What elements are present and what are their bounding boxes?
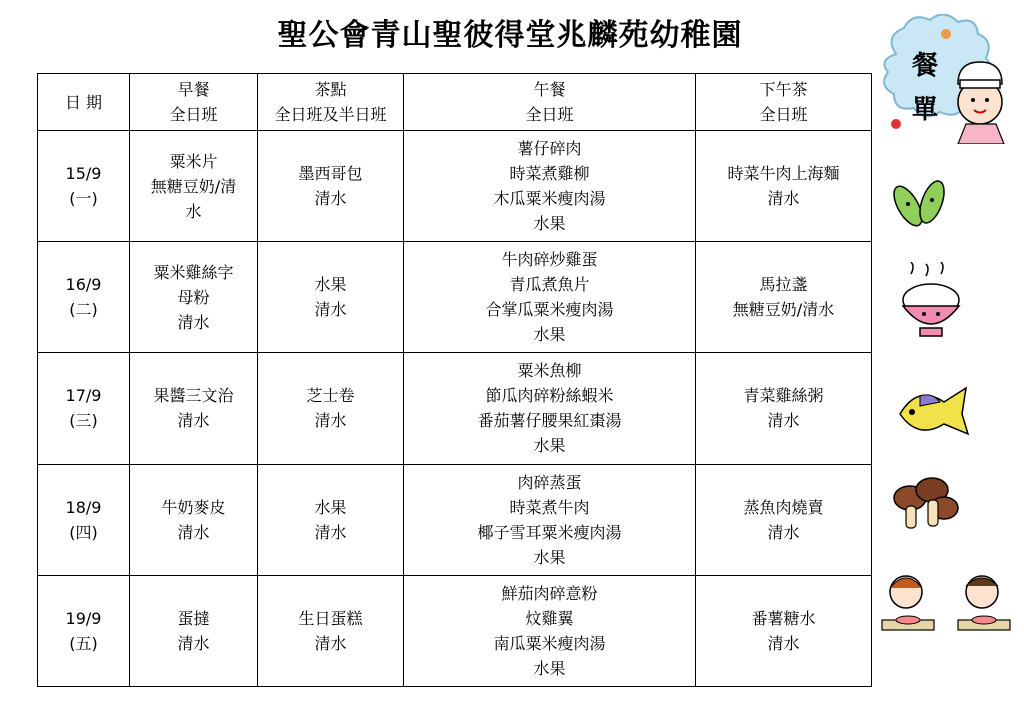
menu-item: 木瓜粟米瘦肉湯: [493, 189, 606, 209]
header-sub: 全日班: [759, 105, 808, 124]
menu-item: 水: [185, 201, 202, 221]
menu-item: 清水: [314, 411, 347, 431]
menu-item: 清水: [177, 411, 210, 431]
lunch-cell: [404, 131, 696, 242]
mushroom-icon: [886, 474, 966, 538]
header-row: [38, 74, 872, 131]
date-cell: [38, 575, 130, 686]
date-text: 16/9: [65, 275, 102, 295]
menu-item: 牛奶麥皮: [161, 497, 226, 517]
table-row: [38, 464, 872, 575]
menu-item: 生日蛋糕: [298, 608, 363, 628]
menu-item: 水果: [314, 497, 347, 517]
menu-item: 時菜牛肉上海麵: [727, 164, 840, 184]
menu-item: 清水: [767, 522, 800, 542]
menu-item: 清水: [177, 522, 210, 542]
table-row: [38, 131, 872, 242]
menu-item: 薯仔碎肉: [517, 139, 582, 159]
menu-item: 清水: [314, 189, 347, 209]
menu-item: 鮮茄肉碎意粉: [501, 583, 598, 603]
date-text: 17/9: [65, 386, 102, 406]
header-name: 茶點: [314, 80, 347, 99]
weekday-text: (二): [69, 300, 98, 320]
menu-item: 果醬三文治: [153, 386, 234, 406]
date-cell: [38, 131, 130, 242]
menu-item: 水果: [533, 325, 566, 345]
weekday-text: (三): [69, 411, 98, 431]
header-name: 午餐: [533, 80, 566, 99]
date-text: 19/9: [65, 608, 102, 628]
menu-item: 粟米片: [169, 151, 218, 171]
menu-item: 水果: [533, 658, 566, 678]
menu-item: 墨西哥包: [298, 164, 363, 184]
menu-item: 無糖豆奶/清: [150, 176, 237, 196]
menu-item: 清水: [767, 411, 800, 431]
menu-item: 水果: [533, 547, 566, 567]
weekday-text: (一): [69, 189, 98, 209]
snack-cell: [258, 242, 404, 353]
menu-item: 青瓜煮魚片: [509, 275, 590, 295]
menu-item: 母粉: [177, 287, 210, 307]
badge-char-1: 餐: [912, 51, 939, 81]
peas-icon: [886, 176, 952, 230]
menu-item: 椰子雪耳粟米瘦肉湯: [477, 522, 622, 542]
menu-item: 時菜煮雞柳: [509, 164, 590, 184]
table-row: [38, 242, 872, 353]
menu-table: [37, 73, 872, 687]
tea-cell: [696, 575, 872, 686]
breakfast-cell: [130, 575, 258, 686]
header-date: 日 期: [38, 74, 130, 131]
menu-item: 節瓜肉碎粉絲蝦米: [485, 386, 614, 406]
header-sub: 全日班: [169, 105, 218, 124]
menu-item: 牛肉碎炒雞蛋: [501, 250, 598, 270]
fish-icon: [896, 382, 970, 442]
lunch-cell: [404, 575, 696, 686]
header-name: 早餐: [177, 80, 210, 99]
table-row: [38, 353, 872, 464]
chef-cloud-icon: [876, 14, 1022, 144]
header-tea: [696, 74, 872, 131]
weekday-text: (四): [69, 522, 98, 542]
header-breakfast: [130, 74, 258, 131]
weekday-text: (五): [69, 633, 98, 653]
menu-item: 無糖豆奶/清水: [732, 300, 835, 320]
snack-cell: [258, 464, 404, 575]
snack-cell: [258, 353, 404, 464]
menu-item: 水果: [533, 214, 566, 234]
date-text: 18/9: [65, 497, 102, 517]
header-name: 下午茶: [759, 80, 808, 99]
lunch-cell: [404, 353, 696, 464]
menu-item: 肉碎蒸蛋: [517, 472, 582, 492]
menu-item: 芝士卷: [306, 386, 355, 406]
snack-cell: [258, 131, 404, 242]
breakfast-cell: [130, 131, 258, 242]
menu-item: 蛋撻: [177, 608, 210, 628]
menu-item: 清水: [767, 633, 800, 653]
menu-item: 粟米魚柳: [517, 361, 582, 381]
menu-item: 炆雞翼: [525, 608, 574, 628]
menu-item: 番薯糖水: [751, 608, 816, 628]
menu-item: 清水: [177, 633, 210, 653]
header-snack: [258, 74, 404, 131]
header-sub: 全日班: [525, 105, 574, 124]
header-sub: 全日班及半日班: [274, 105, 387, 124]
decoration-column: [872, 0, 1024, 724]
menu-item: 清水: [314, 522, 347, 542]
lunch-cell: [404, 464, 696, 575]
menu-item: 清水: [314, 633, 347, 653]
tea-cell: [696, 353, 872, 464]
page-title: 聖公會青山聖彼得堂兆麟苑幼稚園: [277, 18, 743, 53]
menu-item: 時菜煮牛肉: [509, 497, 590, 517]
table-row: [38, 575, 872, 686]
tea-cell: [696, 131, 872, 242]
menu-item: 南瓜粟米瘦肉湯: [493, 633, 606, 653]
menu-item: 水果: [533, 436, 566, 456]
date-text: 15/9: [65, 164, 102, 184]
date-cell: [38, 464, 130, 575]
date-cell: [38, 242, 130, 353]
menu-item: 水果: [314, 275, 347, 295]
menu-item: 清水: [177, 312, 210, 332]
menu-item: 番茄薯仔腰果紅棗湯: [477, 411, 622, 431]
menu-item: 清水: [314, 300, 347, 320]
header-lunch: [404, 74, 696, 131]
menu-item: 馬拉盞: [759, 275, 808, 295]
menu-item: 清水: [767, 189, 800, 209]
breakfast-cell: [130, 242, 258, 353]
badge-char-2: 單: [912, 95, 939, 125]
menu-item: 青菜雞絲粥: [743, 386, 824, 406]
children-eating-icon: [872, 568, 1022, 644]
menu-item: 粟米雞絲字: [153, 262, 234, 282]
menu-item: 蒸魚肉燒賣: [743, 497, 824, 517]
tea-cell: [696, 464, 872, 575]
menu-item: 合掌瓜粟米瘦肉湯: [485, 300, 614, 320]
snack-cell: [258, 575, 404, 686]
lunch-cell: [404, 242, 696, 353]
breakfast-cell: [130, 464, 258, 575]
rice-bowl-icon: [896, 262, 966, 346]
breakfast-cell: [130, 353, 258, 464]
date-cell: [38, 353, 130, 464]
tea-cell: [696, 242, 872, 353]
